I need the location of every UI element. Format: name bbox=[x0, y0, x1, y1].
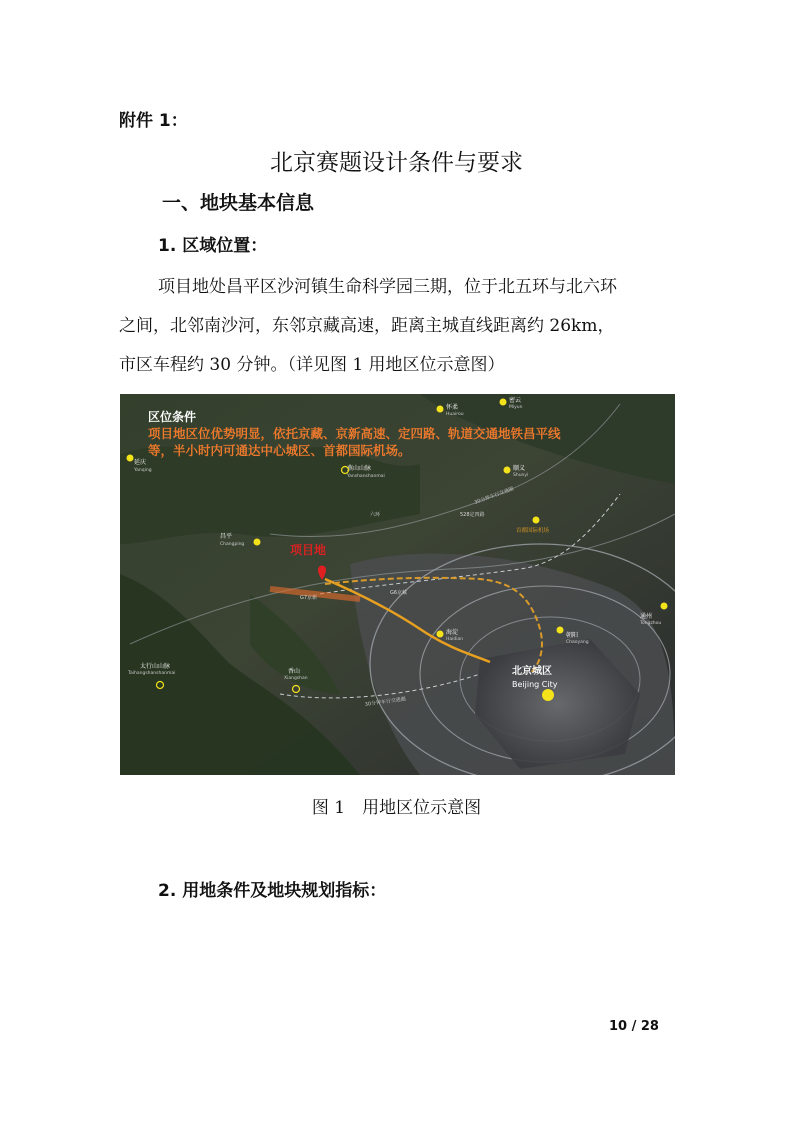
svg-text:Yanqing: Yanqing bbox=[134, 468, 152, 473]
road-label: 六环 bbox=[370, 512, 381, 518]
travel-circle-label: 30分钟车行交通圈 bbox=[364, 696, 407, 708]
svg-text:Huairou: Huairou bbox=[446, 412, 464, 417]
city-dot-icon bbox=[542, 689, 554, 701]
road-label: G7京新 bbox=[300, 595, 318, 601]
location-paragraph bbox=[119, 268, 679, 385]
attachment-label: 附件 1： bbox=[119, 111, 188, 131]
svg-text:Shunyi: Shunyi bbox=[513, 473, 529, 478]
svg-text:昌平: 昌平 bbox=[220, 533, 233, 540]
svg-text:朝阳: 朝阳 bbox=[566, 632, 579, 639]
satellite-map bbox=[120, 394, 675, 775]
map-highlight-line: 项目地区位优势明显，依托京藏、京新高速、定四路、轨道交通地铁昌平线 bbox=[148, 426, 561, 441]
paragraph-line: 之间，北邻南沙河，东邻京藏高速，距离主城直线距离约 26km， bbox=[119, 316, 615, 336]
figure-caption: 图 1 用地区位示意图 bbox=[311, 798, 482, 818]
svg-text:密云: 密云 bbox=[509, 397, 522, 404]
subsection-heading-location: 1. 区域位置： bbox=[158, 236, 268, 256]
svg-text:Xiangshan: Xiangshan bbox=[284, 676, 308, 681]
svg-text:Miyun: Miyun bbox=[509, 405, 523, 410]
paragraph-line: 项目地处昌平区沙河镇生命科学园三期，位于北五环与北六环 bbox=[158, 277, 617, 297]
paragraph-line: 市区车程约 30 分钟。（详见图 1 用地区位示意图） bbox=[119, 355, 505, 375]
svg-text:燕山山脉: 燕山山脉 bbox=[347, 465, 372, 472]
subsection-heading-land-conditions: 2. 用地条件及地块规划指标： bbox=[158, 881, 387, 901]
section-heading-basic-info: 一、地块基本信息 bbox=[162, 192, 315, 214]
city-label-cn: 北京城区 bbox=[512, 666, 552, 677]
svg-text:延庆: 延庆 bbox=[134, 459, 147, 466]
road-label: 528定四路 bbox=[460, 512, 485, 518]
svg-text:通州: 通州 bbox=[640, 613, 653, 620]
svg-text:太行山山脉: 太行山山脉 bbox=[140, 663, 171, 670]
svg-text:Chaoyang: Chaoyang bbox=[566, 640, 589, 645]
svg-text:海淀: 海淀 bbox=[446, 629, 459, 636]
page-number: 10 / 28 bbox=[609, 1019, 659, 1034]
city-label-en: Beijing City bbox=[512, 680, 558, 689]
svg-text:Taihangshanshanmai: Taihangshanshanmai bbox=[128, 671, 176, 676]
location-map-figure bbox=[120, 394, 675, 775]
svg-text:怀柔: 怀柔 bbox=[446, 404, 459, 411]
svg-text:Changping: Changping bbox=[220, 542, 245, 547]
travel-circle-label: 30分钟车行交通圈 bbox=[473, 486, 515, 506]
map-heading: 区位条件 bbox=[148, 410, 197, 424]
svg-text:首都国际机场: 首都国际机场 bbox=[516, 528, 550, 534]
map-highlight-line: 等，半小时内可通达中心城区、首都国际机场。 bbox=[148, 443, 411, 458]
svg-text:Tongzhou: Tongzhou bbox=[640, 621, 662, 626]
svg-text:香山: 香山 bbox=[288, 668, 301, 675]
site-label: 项目地 bbox=[290, 543, 327, 557]
road-label: G6京藏 bbox=[390, 590, 408, 596]
svg-text:Yanshanshanmai: Yanshanshanmai bbox=[347, 474, 385, 479]
svg-text:顺义: 顺义 bbox=[513, 465, 526, 472]
document-title: 北京赛题设计条件与要求 bbox=[270, 150, 523, 176]
svg-text:Haidian: Haidian bbox=[446, 637, 464, 642]
